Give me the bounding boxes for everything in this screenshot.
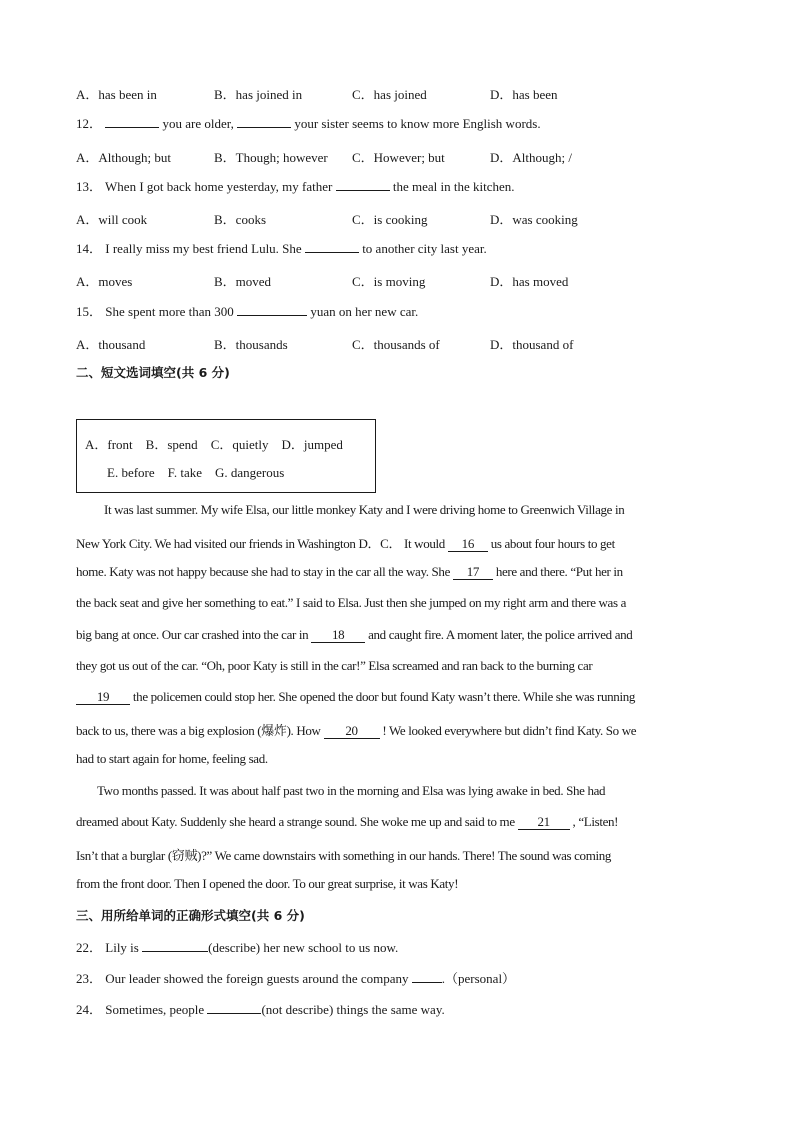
blank-16: 16: [448, 537, 488, 552]
question-number: 14．: [76, 241, 103, 256]
passage-text: back to us, there was a big explosion (爆炸). How: [76, 723, 321, 738]
word-option-f: F. take: [167, 465, 202, 480]
question-number: 24．: [76, 1002, 103, 1017]
passage-line: [76, 564, 623, 580]
question-text: .（personal）: [441, 971, 516, 986]
passage-line: had to start again for home, feeling sad.: [76, 751, 268, 766]
passage-line: [76, 689, 635, 705]
question-number: 15．: [76, 304, 103, 319]
blank-19: 19: [76, 690, 130, 705]
passage-line: the back seat and give her something to eat.” I said to Elsa. Just then she jumped on my right arm and there was a: [76, 595, 626, 610]
question-14: [76, 240, 487, 257]
passage-text: home. Katy was not happy because she had to stay in the car all the way. She: [76, 564, 450, 579]
question-text: She spent more than 300: [105, 304, 234, 319]
word-bank-row: [107, 465, 284, 481]
passage-text: here and there. “Put her in: [495, 564, 623, 579]
q11-option-d: D．has been: [490, 87, 558, 102]
q12-option-c: C．However; but: [352, 150, 445, 165]
blank-21: 21: [518, 815, 570, 830]
q11-option-a: A．has been in: [76, 87, 157, 102]
blank-18: 18: [311, 628, 365, 643]
q12-option-d: D．Although; /: [490, 150, 572, 165]
passage-line: Two months passed. It was about half past two in the morning and Elsa was lying awake in bed. She had: [97, 783, 606, 798]
passage-line: [76, 627, 632, 643]
word-option-d: D．jumped: [281, 437, 343, 452]
word-option-a: A．front: [85, 437, 133, 452]
question-text: When I got back home yesterday, my father: [105, 179, 333, 194]
q15-option-b: B．thousands: [214, 337, 288, 352]
question-text: to another city last year.: [362, 241, 487, 256]
passage-line: [76, 533, 615, 552]
answer-blank: [207, 1001, 261, 1014]
q14-option-a: A．moves: [76, 274, 133, 289]
q11-option-c: C．has joined: [352, 87, 427, 102]
section-heading: 二、短文选词填空(共 6 分): [76, 365, 230, 380]
question-text: you are older,: [162, 116, 234, 131]
passage-text: us about four hours to get: [490, 536, 615, 551]
q13-option-d: D．was cooking: [490, 212, 578, 227]
q13-option-b: B．cooks: [214, 212, 267, 227]
q15-option-c: C．thousands of: [352, 337, 440, 352]
answer-blank: [237, 303, 307, 316]
section-heading: 三、用所给单词的正确形式填空(共 6 分): [76, 908, 305, 923]
word-bank-row: [85, 434, 343, 453]
answer-blank: [142, 939, 208, 952]
question-text: the meal in the kitchen.: [392, 179, 515, 194]
question-text: (not describe) things the same way.: [261, 1002, 445, 1017]
question-13: [76, 178, 514, 195]
q13-option-a: A．will cook: [76, 212, 148, 227]
q13-option-c: C．is cooking: [352, 212, 428, 227]
passage-text: the policemen could stop her. She opened the door but found Katy wasn’t there. While she was running: [132, 689, 636, 704]
passage-line: they got us out of the car. “Oh, poor Katy is still in the car!” Elsa screamed and ran back to the burning car: [76, 658, 593, 673]
question-number: 22．: [76, 940, 103, 955]
blank-20: 20: [324, 724, 380, 739]
q11-option-b: B．has joined in: [214, 87, 303, 102]
passage-text: and caught fire. A moment later, the police arrived and: [368, 627, 633, 642]
question-12: [76, 115, 541, 132]
question-22: [76, 939, 398, 956]
question-text: (describe) her new school to us now.: [208, 940, 399, 955]
answer-blank: [305, 240, 359, 253]
passage-line: It was last summer. My wife Elsa, our little monkey Katy and I were driving home to Greenwich Village in: [104, 502, 625, 517]
question-number: 12．: [76, 116, 103, 131]
q14-option-c: C．is moving: [352, 274, 426, 289]
q12-option-a: A．Although; but: [76, 150, 171, 165]
question-text: Our leader showed the foreign guests around the company: [105, 971, 409, 986]
answer-blank: [105, 115, 159, 128]
question-text: your sister seems to know more English words.: [294, 116, 541, 131]
passage-line: Isn’t that a burglar (窃贼)?” We came downstairs with something in our hands. There! The sound was coming: [76, 848, 612, 863]
question-text: Lily is: [105, 940, 139, 955]
question-text: Sometimes, people: [105, 1002, 205, 1017]
passage-text: big bang at once. Our car crashed into the car in: [76, 627, 309, 642]
question-24: [76, 1001, 445, 1018]
passage-text: ! We looked everywhere but didn’t find Katy. So we: [382, 723, 637, 738]
question-number: 23．: [76, 971, 103, 986]
word-bank-box: [76, 419, 376, 493]
q15-option-d: D．thousand of: [490, 337, 574, 352]
passage-line: [76, 720, 636, 739]
passage-text: , “Listen!: [572, 814, 619, 829]
passage-text: dreamed about Katy. Suddenly she heard a strange sound. She woke me up and said to me: [76, 814, 515, 829]
answer-blank: [412, 970, 442, 983]
question-text: I really miss my best friend Lulu. She: [105, 241, 302, 256]
passage-line: [76, 814, 618, 830]
q14-option-d: D．has moved: [490, 274, 569, 289]
word-option-e: E. before: [107, 465, 155, 480]
q14-option-b: B．moved: [214, 274, 272, 289]
word-option-b: B．spend: [145, 437, 198, 452]
answer-blank: [336, 178, 390, 191]
word-option-g: G. dangerous: [214, 465, 285, 480]
passage-line: from the front door. Then I opened the door. To our great surprise, it was Katy!: [76, 876, 459, 891]
blank-17: 17: [453, 565, 493, 580]
passage-text: New York City. We had visited our friends in Washington D．C． It would: [76, 536, 445, 551]
word-option-c: C．quietly: [210, 437, 269, 452]
q12-option-b: B．Though; however: [214, 150, 328, 165]
question-number: 13．: [76, 179, 103, 194]
q15-option-a: A．thousand: [76, 337, 146, 352]
question-15: [76, 303, 418, 320]
question-text: yuan on her new car.: [310, 304, 419, 319]
answer-blank: [237, 115, 291, 128]
question-23: [76, 970, 515, 987]
